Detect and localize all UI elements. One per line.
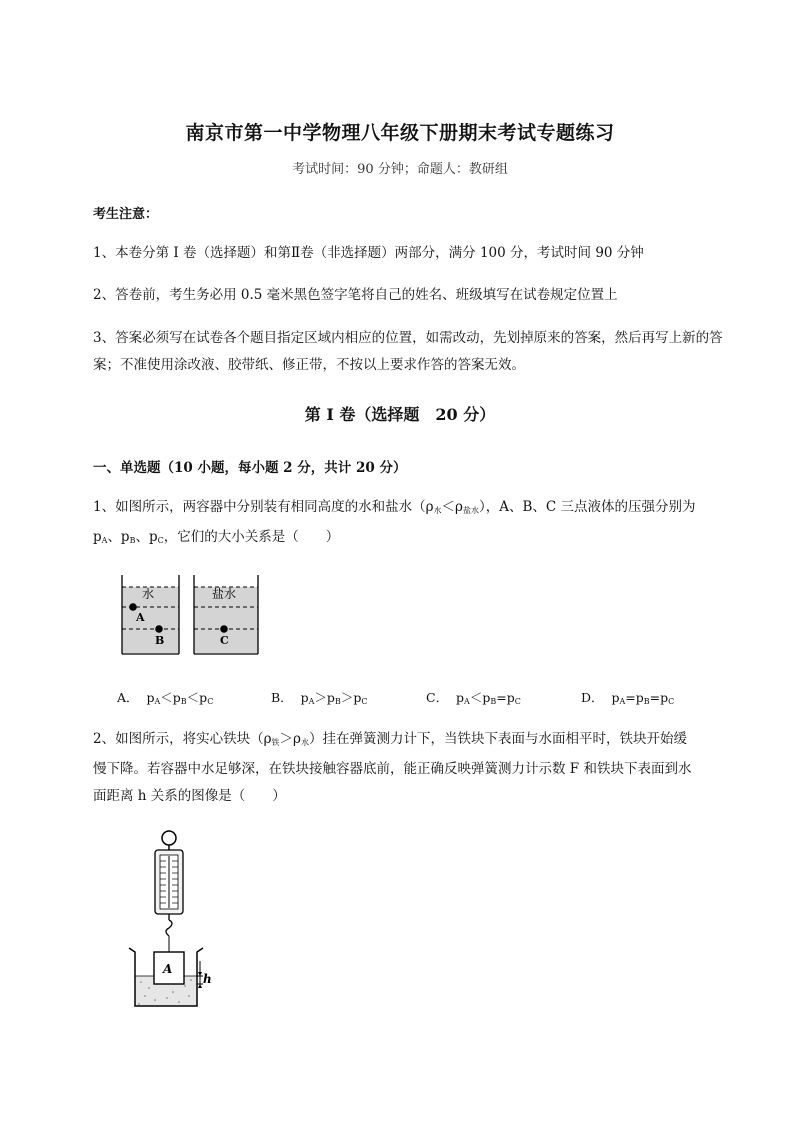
point-b-dot [155, 625, 163, 633]
notice-item-2: 2、答卷前，考生务必用 0.5 毫米黑色签字笔将自己的姓名、班级填写在试卷规定位置上 [93, 287, 618, 303]
h-label: h [203, 972, 212, 986]
saltwater-label: 盐水 [212, 587, 237, 601]
q1-container-figure [118, 570, 263, 656]
part-heading: 一、单选题（10 小题，每小题 2 分，共计 20 分） [93, 460, 407, 476]
notice-heading: 考生注意： [93, 207, 159, 222]
section-title: 第 I 卷（选择题 20 分） [304, 405, 496, 424]
water-label: 水 [142, 587, 155, 601]
point-a-dot [129, 603, 137, 611]
q1-option-c[interactable]: C． $p_A<p_B=p_C$ [426, 690, 521, 706]
q1-option-a[interactable]: A． $p_A<p_B<p_C$ [117, 690, 214, 706]
notice-item-1: 1、本卷分第 I 卷（选择题）和第Ⅱ卷（非选择题）两部分，满分 100 分，考试时间 90 分钟 [93, 245, 644, 261]
q1-text: 1、如图所示，两容器中分别装有相同高度的水和盐水$(\rho_水<\rho_{盐水})$，A、B、C 三点液体的压强分别为 $p_A$、$p_B$、$p_C$，它们的大小关系是（ ） [93, 499, 696, 545]
block-a-label: A [163, 962, 173, 976]
point-c-dot [220, 625, 228, 633]
q2-spring-scale-figure [125, 828, 220, 1010]
page-title: 南京市第一中学物理八年级下册期末考试专题练习 [185, 122, 615, 144]
notice-item-3: 3、答案必须写在试卷各个题目指定区域内相应的位置，如需改动，先划掉原来的答案，然后再写上新的答案；不准使用涂改液、胶带纸、修正带，不按以上要求作答的答案无效。 [93, 330, 723, 373]
q1-option-b[interactable]: B． $p_A>p_B>p_C$ [271, 690, 368, 706]
point-a-label: A [136, 611, 145, 624]
point-c-label: C [220, 634, 229, 647]
q2-text: 2、如图所示，将实心铁块$(\rho_铁>\rho_水)$挂在弹簧测力计下，当铁块下表面与水面相平时，铁块开始缓 慢下降。若容器中水足够深，在铁块接触容器底前，能正确反映弹簧测力计示数 F 和铁块下表面到水 面距离 h 关系的图像是（ ） [93, 731, 692, 804]
q1-option-d[interactable]: D． $p_A=p_B=p_C$ [581, 690, 675, 706]
point-b-label: B [155, 634, 165, 647]
exam-info: 考试时间：90 分钟；命题人：教研组 [292, 162, 508, 177]
